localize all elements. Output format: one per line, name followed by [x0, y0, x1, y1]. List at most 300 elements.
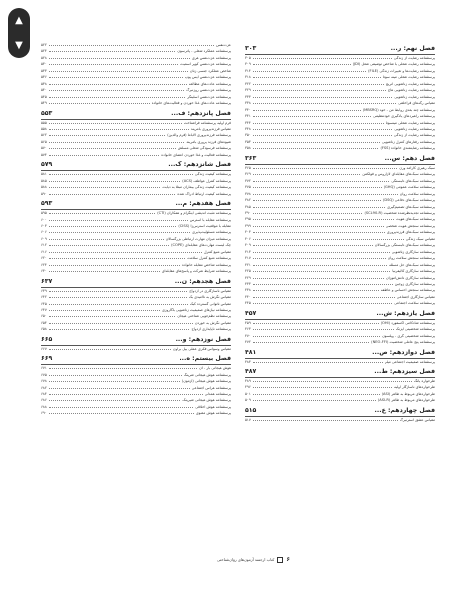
entry-page-number: ۶۷۵: [41, 372, 47, 377]
dot-leader: [49, 326, 190, 330]
toc-entry[interactable]: [245, 397, 435, 403]
entry-page-number: ۶۷۸: [41, 379, 47, 384]
entry-title: پرسشنامه سبک‌های مقابله‌ای لازاروس و فولکمن: [362, 172, 435, 177]
toc-chapter: [41, 161, 231, 197]
dot-leader: [253, 145, 379, 149]
toc-entry[interactable]: [41, 268, 231, 274]
dot-leader: [49, 307, 160, 311]
entry-page-number: ۶۱۲: [41, 243, 47, 248]
entry-page-number: ۶۹۰: [41, 411, 47, 416]
dot-leader: [49, 48, 176, 52]
entry-page-number: ۳۶۵: [245, 165, 251, 170]
toc-entry[interactable]: [245, 145, 435, 151]
entry-title: پرسشنامه سنجش سلامت روان: [387, 256, 435, 261]
toc-entry[interactable]: [245, 359, 435, 365]
entry-title: پرسشنامه فعالیت و غذا خوردن اعضای خانواده: [161, 152, 231, 157]
dot-leader: [49, 229, 190, 233]
dot-leader: [49, 236, 164, 240]
chapter-heading[interactable]: [245, 45, 435, 55]
dot-leader: [253, 249, 390, 253]
dot-leader: [253, 300, 392, 304]
toc-chapter: [41, 110, 231, 159]
entry-title: پرسشنامه رضایتمندی خانواده (FSS): [380, 146, 435, 151]
entry-page-number: ۴۵۹: [245, 320, 251, 325]
entry-title: مقیاس نگرش به ناامیدی بک: [188, 295, 231, 300]
entry-page-number: ۶۲۴: [41, 262, 47, 267]
dot-leader: [253, 94, 393, 98]
entry-title: پرسشنامه منبع کنترل سلامت: [187, 256, 231, 261]
dot-leader: [253, 275, 384, 279]
toc-chapter: [41, 200, 231, 275]
dot-leader: [253, 191, 398, 195]
dot-leader: [253, 165, 397, 169]
dot-leader: [49, 255, 185, 259]
dot-leader: [253, 378, 412, 382]
chapter-title: فصل سیزدهم: ط...: [374, 368, 435, 376]
toc-entry[interactable]: [245, 300, 435, 306]
chevron-down-icon[interactable]: ▼: [15, 39, 23, 51]
entry-title: مقیاس ناسازگاری در ازدواج: [189, 288, 231, 293]
entry-page-number: ۵۶۵: [41, 139, 47, 144]
entry-page-number: ۵۳۳: [41, 68, 47, 73]
dot-leader: [49, 100, 150, 104]
dot-leader: [253, 255, 386, 259]
entry-page-number: ۳۲۹: [245, 88, 251, 93]
toc-chapter: [245, 45, 435, 152]
entry-page-number: ۵۸۵: [41, 178, 47, 183]
dot-leader: [253, 107, 361, 111]
entry-page-number: ۶۳۹: [41, 288, 47, 293]
chapter-title: فصل هجدهم: ن...: [174, 277, 231, 285]
entry-title: پرسشنامه پنج عاملی شخصیت (NEO-FFI): [371, 340, 435, 345]
dot-leader: [49, 385, 190, 389]
entry-page-number: ۴۴۰: [245, 294, 251, 299]
dot-leader: [49, 268, 160, 272]
toc-chapter: [245, 349, 435, 365]
dot-leader: [49, 391, 203, 395]
page-footer: [180, 556, 290, 563]
entry-title: پرسشنامه همدلی: [204, 392, 231, 397]
chapter-title: فصل پانزدهم: ف...: [171, 109, 231, 117]
dot-leader: [49, 262, 180, 266]
dot-leader: [49, 68, 188, 72]
entry-title: مقیاس منبع کنترل: [203, 249, 231, 254]
dot-leader: [49, 223, 177, 227]
dot-leader: [49, 132, 165, 136]
entry-page-number: ۶۵۸: [41, 327, 47, 332]
toc-entry[interactable]: [41, 100, 231, 106]
entry-page-number: ۳۰۵: [245, 56, 251, 60]
toc-entry[interactable]: [41, 191, 231, 197]
chapter-title: فصل نوزدهم: و...: [175, 335, 231, 343]
chapter-page-number: ۵۵۳: [41, 109, 53, 117]
chapter-title: فصل یازدهم: ش...: [376, 309, 435, 317]
entry-title: پرسشنامه سازگاری زوجین: [394, 281, 435, 286]
dot-leader: [253, 68, 366, 72]
entry-title: پرسشنامه صمیمیت اجتماعی میلر: [384, 359, 435, 364]
chapter-heading[interactable]: [41, 200, 231, 210]
dot-leader: [49, 217, 188, 221]
entry-page-number: ۴۷۲: [245, 340, 251, 345]
dot-leader: [49, 301, 188, 305]
entry-title: پرسشنامه مقابله با استرس: [189, 217, 231, 222]
entry-page-number: ۳۹۹: [245, 223, 251, 228]
chapter-heading[interactable]: [245, 155, 435, 165]
entry-page-number: ۳۳۸: [245, 101, 251, 106]
entry-title: پرسشنامه عزت‌نفس اسلینگر: [187, 94, 231, 99]
entry-title: مقیاس رگه‌های فراخلقی: [398, 101, 435, 106]
entry-page-number: ۶۸۶: [41, 398, 47, 403]
entry-page-number: ۶۰۹: [41, 236, 47, 241]
dot-leader: [253, 171, 361, 175]
dot-leader: [253, 397, 376, 401]
dot-leader: [253, 359, 383, 363]
chapter-heading[interactable]: [41, 355, 231, 365]
dot-leader: [49, 178, 180, 182]
entry-title: پرسشنامه شخصیتی گری - ویلسون: [382, 333, 435, 338]
entry-page-number: ۴۸۳: [245, 359, 251, 364]
entry-page-number: ۳۱۴: [245, 68, 251, 73]
entry-page-number: ۶۰۰: [41, 217, 47, 222]
toc-entry[interactable]: [245, 339, 435, 345]
entry-title: پرسشنامه چند بعدی روابط من - خود (MBSRQ): [362, 107, 435, 112]
entry-title: مقیاس سبک زندگی: [405, 236, 435, 241]
entry-page-number: ۵۹۵: [41, 211, 47, 216]
dot-leader: [253, 61, 351, 65]
dot-leader: [49, 372, 182, 376]
toc-entry[interactable]: [41, 346, 231, 352]
toc-chapter: [41, 355, 231, 417]
dot-leader: [49, 378, 180, 382]
entry-page-number: ۳۵۸: [245, 146, 251, 151]
entry-title: پرسشنامه کیفیت ارتباط ادراک شده: [177, 191, 231, 196]
dot-leader: [49, 120, 182, 124]
entry-title: پرسشنامه سبک‌های دلبستگی بزرگسالان: [374, 243, 435, 248]
entry-page-number: ۵۳۰: [41, 62, 47, 67]
dot-leader: [253, 210, 363, 214]
dot-leader: [253, 132, 392, 136]
footer-page-number: ۶: [286, 556, 290, 563]
entry-title: پرسشنامه مسئولیت‌پذیری: [192, 230, 231, 235]
entry-title: پرسشنامه کیفیت زندگی بیماران مبتلا به دیابت: [162, 185, 231, 190]
entry-title: پرسشنامه رضایت زناشویی: [394, 126, 435, 131]
entry-title: پرسشنامه شاخص مقابله خانواده: [182, 262, 231, 267]
entry-page-number: ۵۰۱: [245, 391, 251, 396]
entry-title: پرسشنامه سازگاری زناشویی: [391, 249, 435, 254]
entry-page-number: ۶۱۶: [41, 249, 47, 254]
chapter-heading[interactable]: [245, 407, 435, 417]
entry-title: سبک رهبری کارآمد ورن: [399, 165, 435, 170]
toc-chapter: [41, 278, 231, 333]
entry-title: مقیاس عشق استرنبرگ: [399, 417, 435, 422]
chapter-page-number: ۳۰۳: [245, 45, 257, 52]
entry-page-number: ۳۷۵: [245, 185, 251, 190]
toc-column-left: [41, 42, 231, 547]
entry-title: پرسشنامه کیفیت زندگی: [194, 172, 231, 177]
dot-leader: [49, 126, 189, 130]
chapter-page-number: ۶۳۷: [41, 277, 53, 285]
dot-leader: [49, 184, 161, 188]
dot-leader: [253, 204, 385, 208]
chapter-page-number: ۴۵۷: [245, 309, 257, 317]
entry-page-number: ۵۳۶: [41, 75, 47, 80]
entry-page-number: ۳۸۵: [245, 204, 251, 209]
entry-title: پرسشنامه سبک‌های دفاعی (DSQ): [382, 198, 435, 203]
entry-title: هوش هیجانی بار - ان: [199, 366, 231, 371]
entry-title: طرحواره‌های مربوط به ظاهر (ASI): [381, 391, 435, 396]
entry-title: پرسشنامه عزت‌نفس کوپر اسمیت: [180, 62, 231, 67]
entry-title: پرسشنامه عزت‌نفس آیس پوپ: [184, 75, 231, 80]
scroll-control[interactable]: [8, 8, 30, 58]
dot-leader: [253, 242, 373, 246]
entry-title: پرسشنامه عزت‌نفس روزنبرگ: [186, 88, 231, 93]
entry-title: پرسشنامه سلامت عمومی (GHQ): [383, 185, 435, 190]
entry-title: پرسشنامه عملکرد شغلی - پاترسون: [177, 49, 231, 54]
entry-page-number: ۵۵۵: [41, 120, 47, 125]
entry-page-number: ۵۳۸: [41, 81, 47, 86]
entry-page-number: ۴۲۱: [245, 262, 251, 267]
chapter-page-number: ۶۶۹: [41, 355, 53, 363]
entry-page-number: ۳۹۰: [245, 210, 251, 215]
dot-leader: [253, 384, 392, 388]
entry-page-number: ۶۴۷: [41, 307, 47, 312]
dot-leader: [253, 81, 384, 85]
entry-page-number: ۴۰۹: [245, 243, 251, 248]
entry-page-number: ۶۸۴: [41, 392, 47, 397]
toc-entry[interactable]: [41, 152, 231, 158]
entry-page-number: ۳۵۰: [245, 133, 251, 138]
entry-page-number: ۵۴۰: [41, 88, 47, 93]
toc-chapter: [245, 407, 435, 423]
entry-page-number: ۵۲۴: [41, 49, 47, 54]
chapter-heading[interactable]: [41, 278, 231, 288]
entry-title: پرسشنامه سنجش احساس و عاطفه: [380, 288, 435, 293]
entry-page-number: ۳۶۹: [245, 172, 251, 177]
entry-page-number: ۴۰۶: [245, 236, 251, 241]
dot-leader: [253, 100, 397, 104]
entry-title: پرسشنامه هوش معنوی: [195, 411, 231, 416]
entry-title: طرحواره‌های مربوط به ظاهر (ASI-R): [377, 398, 435, 403]
dot-leader: [253, 236, 404, 240]
dot-leader: [49, 42, 214, 46]
entry-page-number: ۴۲۹: [245, 275, 251, 280]
dot-leader: [253, 113, 371, 117]
entry-page-number: ۳۴۰: [245, 107, 251, 112]
entry-page-number: ۵۴۹: [41, 101, 47, 106]
dot-leader: [253, 74, 381, 78]
entry-page-number: ۵۰۹: [245, 398, 251, 403]
chapter-title: فصل نهم: ر...: [390, 45, 435, 52]
chapter-page-number: ۴۸۷: [245, 368, 257, 376]
entry-page-number: ۳۸۲: [245, 198, 251, 203]
dot-leader: [49, 61, 178, 65]
dot-leader: [49, 210, 155, 214]
dot-leader: [253, 197, 381, 201]
entry-page-number: ۵۹۰: [41, 191, 47, 196]
entry-title: پرسشنامه سنجش هویت شخصی: [385, 223, 435, 228]
entry-page-number: ۵۸۱: [41, 172, 47, 177]
entry-title: پرسشنامه نیازهای صمیمیت زناشویی باگاروزی: [161, 307, 231, 312]
entry-title: پرسشنامه هراس اجتماعی: [191, 385, 231, 390]
dot-leader: [49, 242, 169, 246]
dot-leader: [253, 262, 387, 266]
dot-leader: [49, 410, 194, 414]
chapter-title: فصل شانزدهم: ک...: [168, 161, 231, 169]
entry-title: عزت‌نفس: [216, 43, 231, 47]
dot-leader: [49, 397, 181, 401]
dot-leader: [49, 294, 187, 298]
dot-leader: [253, 216, 394, 220]
entry-page-number: ۶۰۳: [41, 223, 47, 228]
chapter-page-number: ۵۹۳: [41, 200, 53, 208]
entry-title: پرسشنامه سلامت روان: [399, 191, 435, 196]
entry-title: طرحواره‌های ناسازگار اولیه: [394, 385, 435, 390]
entry-title: پرسشنامه سازگاری کالیفرنیا: [392, 269, 435, 274]
entry-title: پرسشنامه فرسودگی شغلی مسلش: [177, 146, 231, 151]
entry-title: پرسشنامه عادت‌های غذا خوردن و فعالیت‌های خانواده: [151, 101, 231, 106]
toc-entry[interactable]: [245, 417, 435, 423]
toc-entry[interactable]: [41, 326, 231, 332]
dot-leader: [49, 55, 190, 59]
entry-page-number: ۳۳۳: [245, 94, 251, 99]
entry-title: پرسشنامه هوش هیجانی شیرینک: [182, 398, 231, 403]
entry-title: پرسشنامه مثبت اندیشی اینگرام و همکاران (CTI): [157, 211, 231, 216]
entry-page-number: ۵۸۸: [41, 185, 47, 190]
entry-page-number: ۳۰۹: [245, 62, 251, 67]
square-icon: [277, 557, 283, 563]
entry-page-number: ۶۸۸: [41, 404, 47, 409]
chapter-title: فصل هفدهم: م...: [175, 200, 231, 208]
dot-leader: [253, 339, 369, 343]
entry-title: پرسشنامه سازگاری دانش‌آموزان: [385, 275, 435, 280]
chapter-page-number: ۴۸۱: [245, 348, 257, 356]
toc-entry[interactable]: [41, 410, 231, 416]
entry-title: پرسشنامه رضایت زناشویی: [394, 94, 435, 99]
entry-title: پرسشنامه رضایت شغلی با شاخص توصیفی شغل (JDI): [352, 62, 435, 67]
entry-title: پرسشنامه رضایت زناشویی انریچ: [385, 81, 435, 86]
entry-title: پرسشنامه فرزندپروری آلاباما (فرم والدین): [167, 133, 231, 138]
entry-page-number: ۴۲۵: [245, 269, 251, 274]
chevron-up-icon[interactable]: ▲: [15, 14, 23, 26]
entry-title: پرسشنامه هوش هیجانی (آزمون): [181, 379, 231, 384]
entry-page-number: ۶۰۶: [41, 230, 47, 235]
chapter-title: فصل بیستم: ه...: [179, 355, 231, 363]
entry-page-number: ۳۵۳: [245, 139, 251, 144]
dot-leader: [49, 320, 193, 324]
toc-chapter: [41, 42, 231, 107]
entry-page-number: ۳۲۲: [245, 81, 251, 86]
entry-page-number: ۴۸۹: [245, 379, 251, 384]
entry-page-number: ۳۴۴: [245, 120, 251, 125]
entry-page-number: ۴۱۷: [245, 256, 251, 261]
entry-title: پرسشنامه تجدیدنظرشده شخصیت (SCL90-R): [364, 210, 435, 215]
dot-leader: [49, 81, 187, 85]
entry-title: پرسشنامه عزت‌نفس هری: [191, 55, 231, 60]
dot-leader: [253, 120, 384, 124]
chapter-heading[interactable]: [245, 349, 435, 359]
toc-page: [40, 42, 435, 547]
chapter-page-number: ۳۶۳: [245, 154, 257, 162]
entry-title: طرحواره یانگ: [414, 379, 435, 384]
entry-title: پرسشنامه رضایت‌ها و تغییرات زندگی (FILE): [368, 68, 435, 73]
entry-title: پرسشنامه سبک‌های حل مسئله: [388, 262, 435, 267]
entry-title: پرسشنامه کنترل عواطف (ACS): [182, 178, 231, 183]
entry-title: مقیاس نگرش به خوردن: [194, 320, 231, 325]
entry-title: مقابله با موقعیت استرس‌زا (CISS): [178, 223, 231, 228]
entry-title: پرسشنامه سبک‌های دلبستگی: [391, 178, 435, 183]
entry-title: پرسشنامه عادت‌های مطالعه: [188, 81, 231, 86]
entry-title: پرسشنامه میزان مهارت ارتباطی بزرگسالان: [165, 236, 231, 241]
chapter-heading[interactable]: [41, 110, 231, 120]
chapter-title: فصل دهم: س...: [384, 154, 435, 162]
chapter-heading[interactable]: [41, 161, 231, 171]
dot-leader: [253, 126, 393, 130]
entry-page-number: ۴۱۳: [245, 249, 251, 254]
entry-page-number: ۵۱۷: [245, 417, 251, 422]
entry-page-number: ۶۵۴: [41, 320, 47, 325]
entry-title: پرسشنامه رفتارهای کنترل زناشویی: [382, 139, 435, 144]
dot-leader: [49, 404, 193, 408]
dot-leader: [253, 326, 394, 330]
entry-page-number: ۵۷۰: [41, 146, 47, 151]
chapter-title: فصل چهاردهم: ع...: [374, 406, 435, 414]
entry-title: پرسشنامه شرایط شرکت و پاسخ‌های مقابله‌ای: [161, 269, 231, 274]
entry-title: مقیاس وسواس فکری عملی ییل براون: [172, 346, 231, 351]
chapter-heading[interactable]: [245, 310, 435, 320]
entry-title: پرسشنامه سبک‌های تصمیم‌گیری: [387, 204, 435, 209]
dot-leader: [253, 178, 390, 182]
entry-page-number: ۵۲۸: [41, 55, 47, 60]
entry-title: پرسشنامه شخصیتی آیزنک: [395, 327, 435, 332]
dot-leader: [49, 249, 202, 253]
entry-page-number: ۵۵۸: [41, 126, 47, 131]
dot-leader: [49, 74, 183, 78]
entry-title: مقیاس فرزندپروری بامریند: [190, 126, 231, 131]
entry-title: شیوه‌های فرزند پروری بامریند: [186, 139, 231, 144]
entry-title: مقیاس ناتوانی گسترده کبک: [189, 301, 231, 306]
entry-page-number: ۳۹۵: [245, 217, 251, 222]
entry-title: پرسشنامه ناپایداری ازدواج: [191, 327, 231, 332]
chapter-heading[interactable]: [41, 336, 231, 346]
entry-title: مقیاس سازگاری اجتماعی: [396, 294, 435, 299]
dot-leader: [49, 313, 176, 317]
entry-page-number: ۶۴۲: [41, 295, 47, 300]
entry-title: چک لیست مهارت‌های مقابله‌ای (COPE): [171, 243, 231, 248]
chapter-heading[interactable]: [245, 368, 435, 378]
chapter-page-number: ۶۶۵: [41, 335, 53, 343]
dot-leader: [253, 223, 384, 227]
entry-title: پرسشنامه شادکامی آکسفورد (OHI): [380, 320, 435, 325]
entry-title: پرسشنامه رضایت زناشویی هاچ: [387, 88, 435, 93]
entry-page-number: ۴۴۵: [245, 301, 251, 306]
dot-leader: [49, 191, 176, 195]
entry-page-number: ۴۶۳: [245, 327, 251, 332]
entry-page-number: ۵۴۵: [41, 94, 47, 99]
toc-chapter: [41, 336, 231, 352]
entry-page-number: ۳۴۸: [245, 126, 251, 131]
dot-leader: [253, 391, 380, 395]
dot-leader: [253, 55, 392, 59]
entry-page-number: ۴۰۳: [245, 230, 251, 235]
toc-chapter: [245, 310, 435, 346]
dot-leader: [49, 145, 176, 149]
entry-title: پرسشنامه رضایت شغلی مینسوتا: [385, 120, 435, 125]
entry-page-number: ۳۷۲: [245, 178, 251, 183]
entry-title: فرم اولیه پرسشنامه فراشناخت: [183, 120, 231, 125]
entry-title: پرسشنامه رضایت از زندگی: [393, 133, 435, 138]
dot-leader: [49, 365, 197, 369]
entry-title: شاخص عملکرد جنسی زنان: [189, 68, 231, 73]
